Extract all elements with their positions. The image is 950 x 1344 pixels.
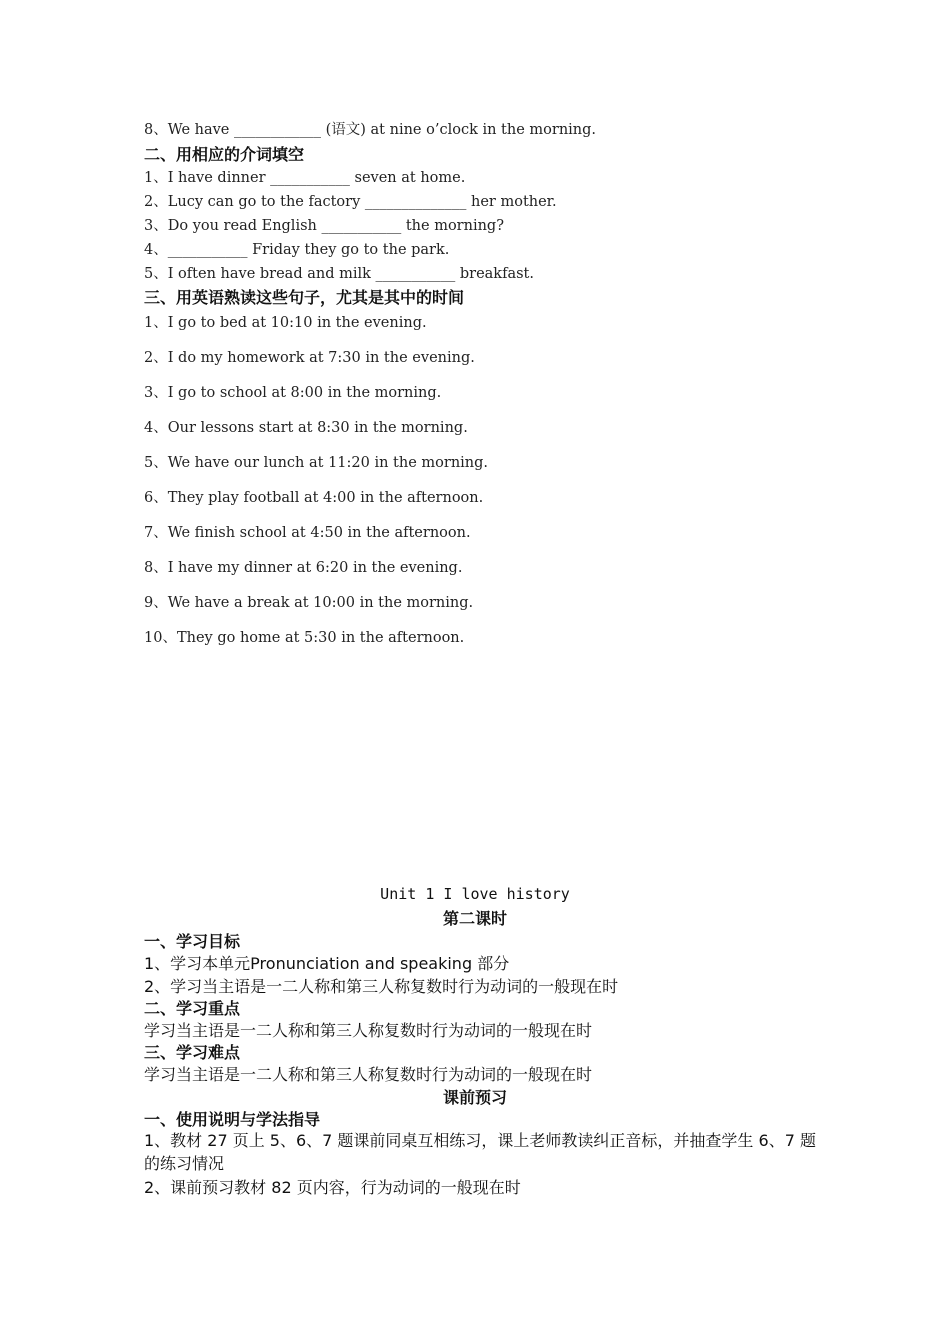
key-heading: 二、学习重点 — [144, 999, 241, 1018]
preview-title: 课前预习 — [442, 1088, 507, 1107]
section3-item-9: 9、We have a break at 10:00 in the morning. — [144, 595, 474, 611]
goal-item-1: 1、学习本单元Pronunciation and speaking 部分 — [144, 954, 510, 973]
section3-item-2: 2、I do my homework at 7:30 in the evening. — [144, 350, 475, 366]
section2-item-1: 1、I have dinner ___________ seven at home. — [144, 170, 466, 186]
difficulty-heading: 三、学习难点 — [144, 1043, 241, 1062]
section3-item-4: 4、Our lessons start at 8:30 in the morning. — [144, 420, 468, 436]
goal-item-2: 2、学习当主语是一二人称和第三人称复数时行为动词的一般现在时 — [144, 977, 619, 996]
guide-item-1: 1、教材 27 页上 5、6、7 题课前同桌互相练习，课上老师教读纠正音标，并抽查学生 6、7 题的练习情况 — [144, 1131, 816, 1173]
difficulty-text: 学习当主语是一二人称和第三人称复数时行为动词的一般现在时 — [144, 1065, 593, 1084]
section3-item-6: 6、They play football at 4:00 in the afternoon. — [144, 490, 484, 506]
section3-item-5: 5、We have our lunch at 11:20 in the morning. — [144, 455, 489, 471]
lesson-title: 第二课时 — [442, 909, 507, 928]
section2-heading: 二、用相应的介词填空 — [144, 145, 305, 164]
guide-item-2: 2、课前预习教材 82 页内容，行为动词的一般现在时 — [144, 1178, 521, 1197]
section3-item-8: 8、I have my dinner at 6:20 in the evening. — [144, 560, 463, 576]
goals-heading: 一、学习目标 — [144, 932, 241, 951]
section3-heading: 三、用英语熟读这些句子，尤其是其中的时间 — [144, 288, 465, 307]
section3-item-1: 1、I go to bed at 10:10 in the evening. — [144, 315, 427, 331]
section3-item-10: 10、They go home at 5:30 in the afternoon. — [144, 630, 465, 646]
section3-item-7: 7、We finish school at 4:50 in the afternoon. — [144, 525, 471, 541]
unit-title: Unit 1 I love history — [380, 885, 570, 903]
exercise-top-item: 8、We have ____________ (语文) at nine o’clock in the morning. — [144, 122, 597, 138]
section2-item-4: 4、___________ Friday they go to the park. — [144, 242, 450, 258]
key-text: 学习当主语是一二人称和第三人称复数时行为动词的一般现在时 — [144, 1021, 593, 1040]
section2-item-5: 5、I often have bread and milk ___________ breakfast. — [144, 266, 534, 282]
guide-heading: 一、使用说明与学法指导 — [144, 1110, 321, 1129]
section2-item-2: 2、Lucy can go to the factory ______________ her mother. — [144, 194, 557, 210]
section3-item-3: 3、I go to school at 8:00 in the morning. — [144, 385, 442, 401]
section2-item-3: 3、Do you read English ___________ the morning? — [144, 218, 504, 234]
